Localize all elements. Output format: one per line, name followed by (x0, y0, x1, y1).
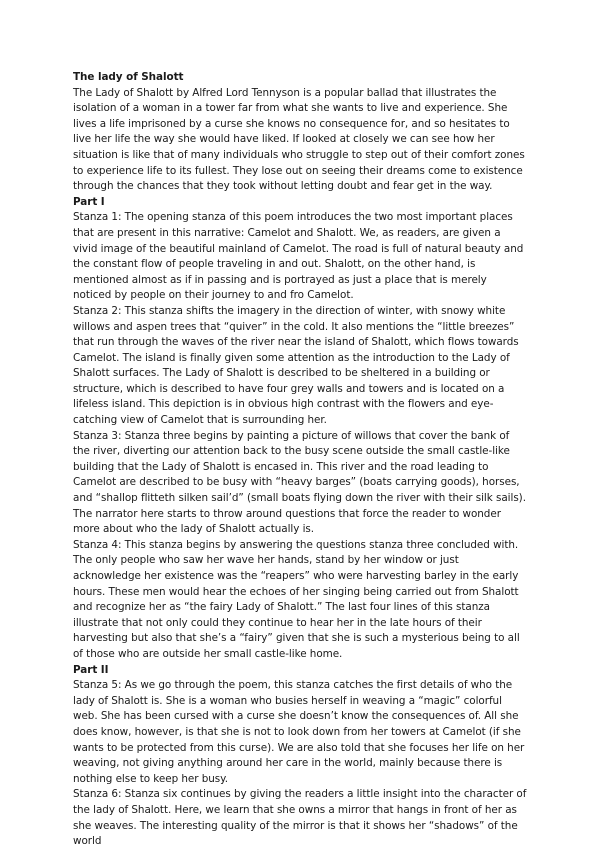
stanza-2-paragraph: Stanza 2: This stanza shifts the imagery in the direction of winter, with snowy white willows and aspen trees that “quiver” in the cold. It also mentions the “little breezes” that run through the waves of the river near the island of Shalott, which flows towards Camelot. The island is finally given some attention as the introduction to the Lady of Shalott surfaces. The Lady of Shalott is described to be sheltered in a building or structure, which is described to have four grey walls and towers and is located on a lifeless island. This depiction is in obvious high contrast with the flowers and eye-catching view of Camelot that is surrounding her. (73, 304, 519, 427)
stanza-1-paragraph: Stanza 1: The opening stanza of this poem introduces the two most important places that are present in this narrative: Camelot and Shalott. We, as readers, are given a vivid image of the beautiful mainland of Camelot. The road is full of natural beauty and the constant flow of people traveling in and out. Shalott, on the other hand, is mentioned almost as if in passing and is portrayed as just a place that is merely noticed by people on their journey to and fro Camelot. (73, 211, 524, 302)
stanza-4-paragraph: Stanza 4: This stanza begins by answering the questions stanza three concluded with. The only people who saw her wave her hands, stand by her window or just acknowledge her existence was the “reapers” who were harvesting barley in the early hours. These men would hear the echoes of her singing being carried out from Shalott and recognize her as “the fairy Lady of Shalott.” The last four lines of this stanza illustrate that not only could they continue to hear her in the late hours of their harvesting but also that she’s a “fairy” given that she is such a mysterious being to all of those who are outside her small castle-like home. (73, 538, 520, 660)
document-page (73, 70, 527, 850)
document-title: The lady of Shalott (73, 71, 184, 83)
stanza-6-paragraph: Stanza 6: Stanza six continues by giving the readers a little insight into the character of the lady of Shalott. Here, we learn that she owns a mirror that hangs in front of her as she weaves. The interesting quality of the mirror is that it shows her “shadows” of the world (73, 788, 527, 848)
part-1-heading: Part I (73, 195, 105, 208)
intro-paragraph: The Lady of Shalott by Alfred Lord Tennyson is a popular ballad that illustrates the isolation of a woman in a tower far from what she wants to live and experience. She lives a life imprisoned by a curse she knows no consequence for, and so hesitates to live her life the way she would have liked. If looked at closely we can see how her situation is like that of many individuals who struggle to step out of their comfort zones to experience life to its fullest. They lose out on seeing their dreams come to existence through the chances that they took without letting doubt and fear get in the way. (73, 86, 525, 193)
stanza-3-paragraph: Stanza 3: Stanza three begins by painting a picture of willows that cover the bank of the river, diverting our attention back to the busy scene outside the small castle-like building that the Lady of Shalott is encased in. This river and the road leading to Camelot are described to be busy with “heavy barges” (boats carrying goods), horses, and “shallop flitteth silken sail’d” (small boats flying down the river with their silk sails). The narrator here starts to throw around questions that force the reader to wonder more about who the lady of Shalott actually is. (73, 429, 526, 536)
stanza-5-paragraph: Stanza 5: As we go through the poem, this stanza catches the first details of who the lady of Shalott is. She is a woman who busies herself in weaving a “magic” colorful web. She has been cursed with a curse she doesn’t know the consequences of. All she does know, however, is that she is not to look down from her towers at Camelot (if she wants to be protected from this curse). We are also told that she focuses her life on her weaving, not giving anything around her care in the world, mainly because there is nothing else to keep her busy. (73, 679, 525, 785)
part-2-heading: Part II (73, 663, 109, 676)
